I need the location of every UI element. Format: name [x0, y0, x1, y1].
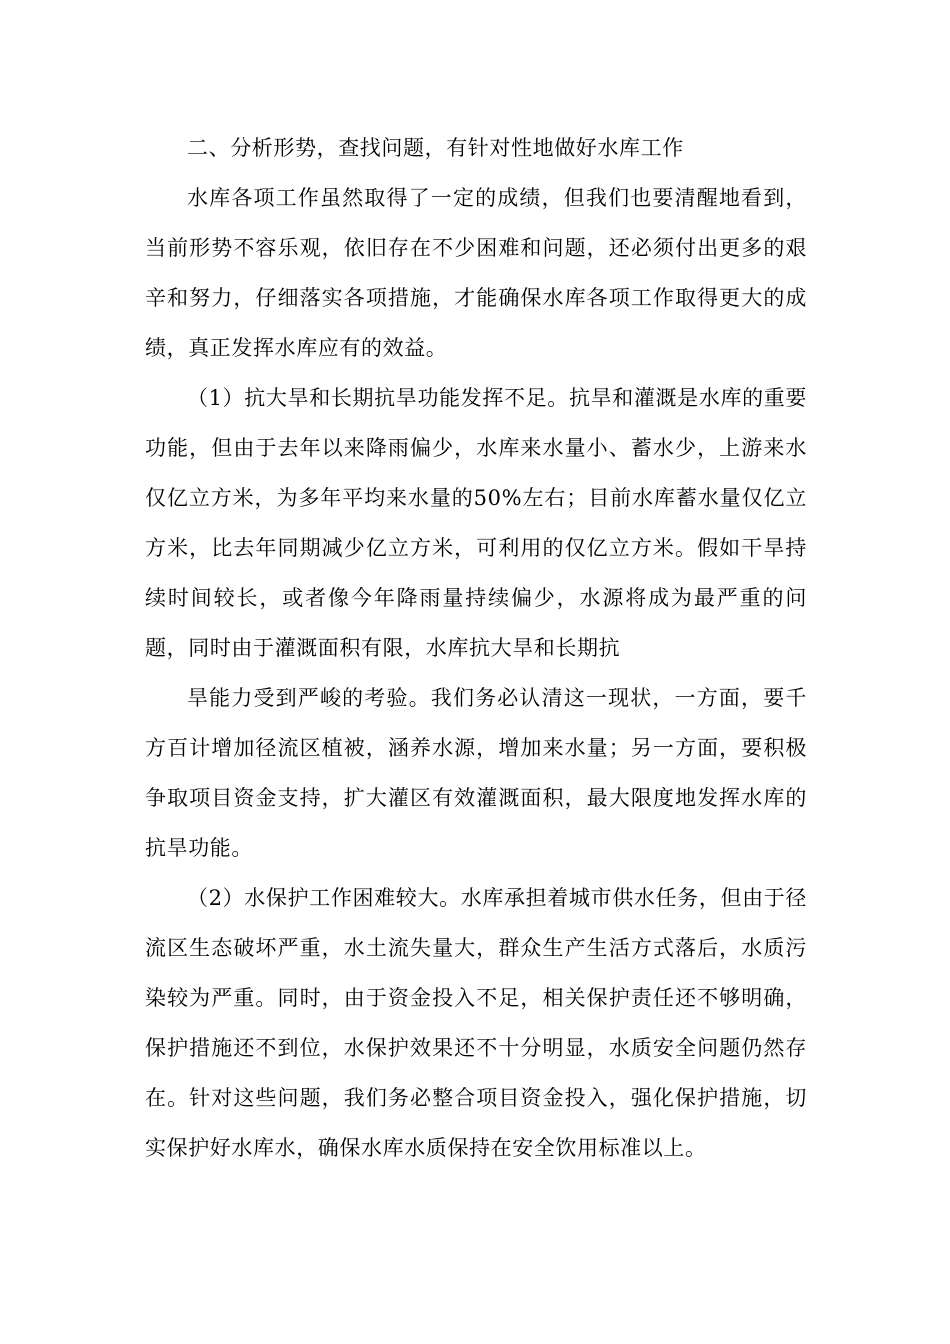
paragraph-drought: （1）抗大旱和长期抗旱功能发挥不足。抗旱和灌溉是水库的重要功能，但由于去年以来降雨偏少，水库来水量小、蓄水少，上游来水仅亿立方米，为多年平均来水量的50%左右；目前水库蓄水量仅亿立方米，比去年同期减少亿立方米，可利用的仅亿立方米。假如干旱持续时间较长，或者像今年降雨量持续偏少，水源将成为最严重的问题，同时由于灌溉面积有限，水库抗大旱和长期抗	[145, 386, 807, 660]
paragraph-drought-continued: 旱能力受到严峻的考验。我们务必认清这一现状，一方面，要千方百计增加径流区植被，涵养水源，增加来水量；另一方面，要积极争取项目资金支持，扩大灌区有效灌溉面积，最大限度地发挥水库的抗旱功能。	[145, 686, 807, 860]
section-heading: 二、分析形势，查找问题，有针对性地做好水库工作	[187, 136, 684, 160]
paragraph-intro: 水库各项工作虽然取得了一定的成绩，但我们也要清醒地看到，当前形势不容乐观，依旧存在不少困难和问题，还必须付出更多的艰辛和努力，仔细落实各项措施，才能确保水库各项工作取得更大的成绩，真正发挥水库应有的效益。	[145, 186, 807, 360]
document-body	[145, 123, 807, 1173]
paragraph-water-protection: （2）水保护工作困难较大。水库承担着城市供水任务，但由于径流区生态破坏严重，水土流失量大，群众生产生活方式落后，水质污染较为严重。同时，由于资金投入不足，相关保护责任还不够明确，保护措施还不到位，水保护效果还不十分明显，水质安全问题仍然存在。针对这些问题，我们务必整合项目资金投入，强化保护措施，切实保护好水库水，确保水库水质保持在安全饮用标准以上。	[145, 886, 807, 1160]
